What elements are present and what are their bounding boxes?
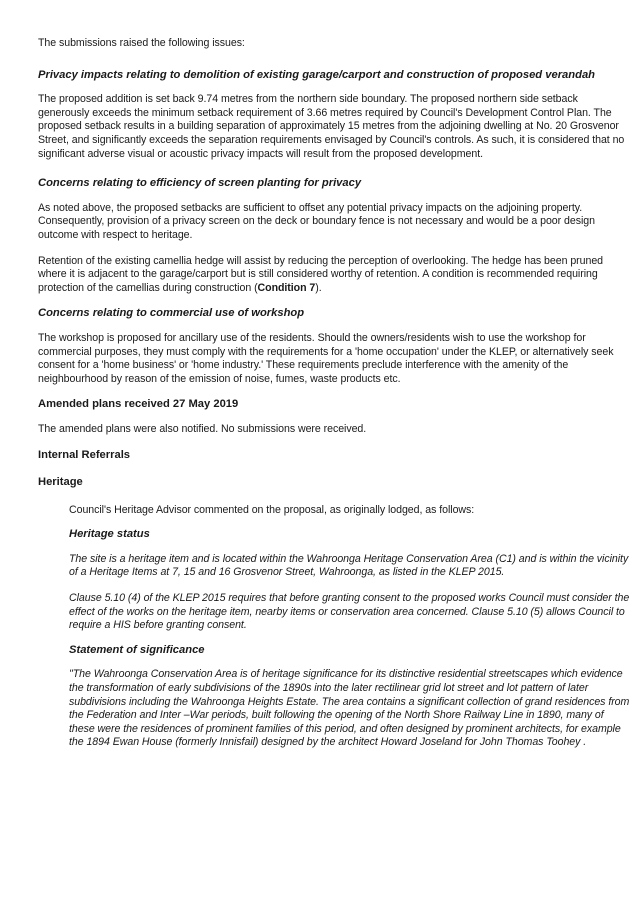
statement-of-significance-paragraph: "The Wahroonga Conservation Area is of heritage significance for its distinctive residential streetscapes which evidence the transformation of early subdivisions of the 1890s into the later rectilinear grid lot street and lot pattern of later subdivisions including the Wahroonga Heights Estate. The area contains a significant collection of grand residences from the Federation and Inter –War periods, built following the opening of the North Shore Railway Line in 1890, many of these were the residences of prominent families of this period, and often designed by prominent architects, for example the 1894 Ewan House (formerly Innisfail) designed by the architect Howard Joseland for John Thomas Toohey . [69,668,630,749]
camellia-text-end: ). [315,281,322,294]
condition-reference: Condition 7 [257,281,316,294]
heritage-status-paragraph-2: Clause 5.10 (4) of the KLEP 2015 requires that before granting consent to the proposed works Council must consider the effect of the works on the heritage item, nearby items or conservation area concerned. Clause 5.10 (5) allows Council to require a HIS before granting consent. [69,592,630,632]
commercial-use-paragraph: The workshop is proposed for ancillary use of the residents. Should the owners/residents wish to use the workshop for commercial purposes, they must comply with the requirements for a 'home occupation' under the KLEP, or alternatively seek consent for a 'home business' or 'home industry.' These requirements preclude interference with the amenity of the neighbourhood by reason of the emission of noise, fumes, waste products etc. [38,331,614,385]
document-page [38,37,630,750]
screen-planting-paragraph-2 [38,255,630,296]
heritage-status-heading: Heritage status [69,528,150,541]
screen-planting-paragraph-1: As noted above, the proposed setbacks are sufficient to offset any potential privacy impacts on the adjoining property. Consequently, provision of a privacy screen on the deck or boundary fence is not necessary and would be a poor design outcome with respect to heritage. [38,201,595,241]
amended-plans-heading: Amended plans received 27 May 2019 [38,398,239,411]
heritage-advisor-intro: Council's Heritage Advisor commented on the proposal, as originally lodged, as follows: [69,503,475,516]
privacy-paragraph: The proposed addition is set back 9.74 metres from the northern side boundary. The proposed northern side setback generously exceeds the minimum setback requirement of 3.66 metres required by Council's Development Control Plan. The proposed setback results in a building separation of approximately 15 metres from the adjoining dwelling at No. 20 Grosvenor Street, and significantly exceeds the separation requirements envisaged by Council's controls. As such, it is considered that no significant adverse visual or acoustic privacy impacts will result from the proposed development. [38,93,625,160]
submissions-intro: The submissions raised the following issues: [38,37,245,49]
heritage-status-paragraph-1: The site is a heritage item and is located within the Wahroonga Heritage Conservation Area (C1) and is within the vicinity of a Heritage Items at 7, 15 and 16 Grosvenor Street, Wahroonga, as listed in the KLEP 2015. [69,552,629,579]
internal-referrals-heading: Internal Referrals [38,449,131,462]
commercial-use-heading: Concerns relating to commercial use of workshop [38,307,305,320]
privacy-heading: Privacy impacts relating to demolition of existing garage/carport and construction of proposed verandah [38,68,595,81]
heritage-heading: Heritage [38,476,83,489]
camellia-text: Retention of the existing camellia hedge will assist by reducing the perception of overlooking. The hedge has been pruned where it is adjacent to the garage/carport but is still considered worthy of retention. A condition is recommended requiring protection of the camellias during construction ( [38,254,604,294]
screen-planting-heading: Concerns relating to efficiency of screen planting for privacy [38,177,362,190]
amended-plans-paragraph: The amended plans were also notified. No submissions were received. [38,422,367,435]
statement-of-significance-heading: Statement of significance [69,643,205,656]
